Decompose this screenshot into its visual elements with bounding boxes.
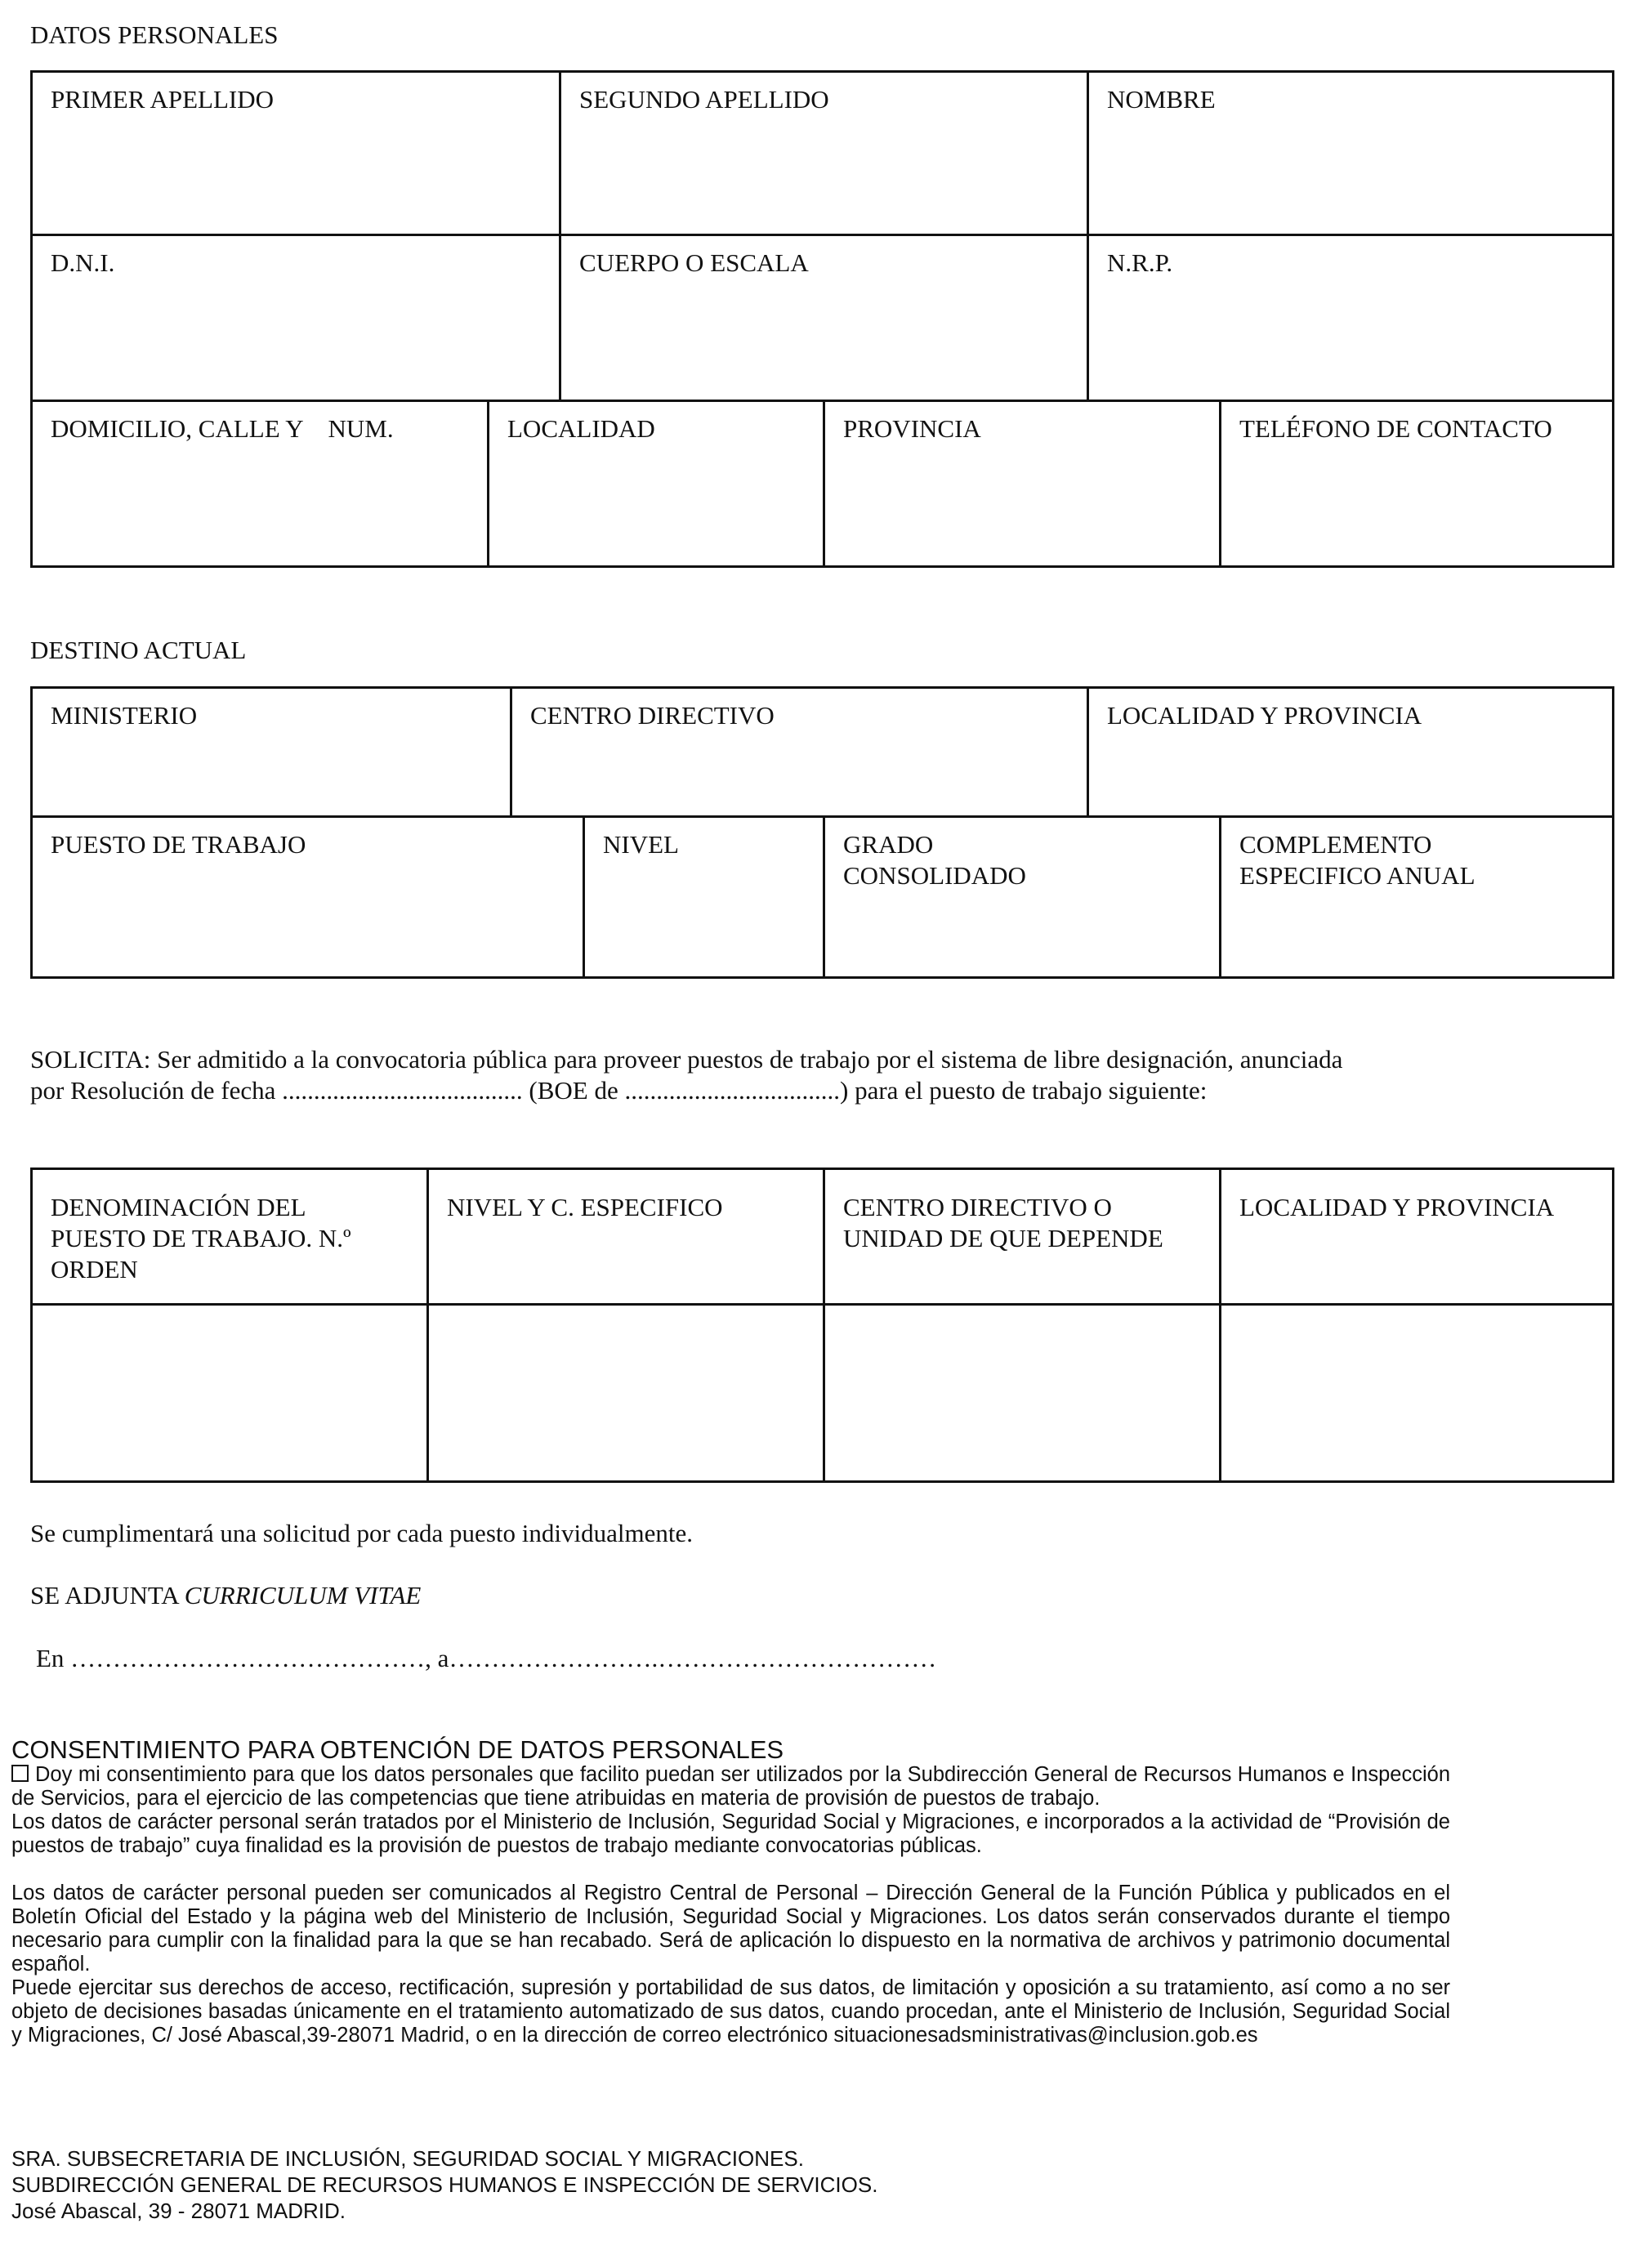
adjunta-prefix: SE ADJUNTA [30, 1581, 185, 1609]
input-centro-directivo[interactable] [825, 1306, 1221, 1480]
consent-checkbox-text: Doy mi consentimiento para que los datos personales que facilito puedan ser utilizados por la Subdirección General de Recursos Humanos e Inspección de Servicios, para el ejercicio de las competencias que tiene atribuidas en materia de provisión de puestos de trabajo. [11, 1763, 1450, 1810]
datos-personales-table [30, 70, 1614, 568]
field-label: MINISTERIO [51, 701, 198, 730]
field-puesto-trabajo[interactable] [33, 818, 585, 976]
field-label: LOCALIDAD Y PROVINCIA [1107, 701, 1422, 730]
field-nivel[interactable] [585, 818, 825, 976]
field-label: PUESTO DE TRABAJO [51, 830, 306, 859]
header-label: LOCALIDAD Y PROVINCIA [1239, 1193, 1555, 1221]
consent-checkbox[interactable] [11, 1765, 29, 1782]
place-date-line[interactable]: En ……………………………………, a…………………….…………………………… [36, 1644, 937, 1672]
consent-paragraph-3: Puede ejercitar sus derechos de acceso, rectificación, supresión y portabilidad de sus datos, de limitación y oposición a su tratamiento, así como a no ser objeto de decisiones basadas únicamente en el tratamiento automatizado de sus datos, cuando procedan, ante el Ministerio de Inclusión, Seguridad Social y Migraciones, C/ José Abascal,39-28071 Madrid, o en la dirección de correo electrónico situacionesadsministrativas@inclusion.gob.es [11, 1976, 1450, 2047]
field-label: CENTRO DIRECTIVO [530, 701, 775, 730]
field-localidad-provincia[interactable] [1089, 689, 1612, 818]
field-provincia[interactable] [825, 402, 1221, 565]
field-ministerio[interactable] [33, 689, 512, 818]
header-label: NIVEL Y C. ESPECIFICO [447, 1193, 723, 1221]
field-label: N.R.P. [1107, 248, 1173, 277]
solicita-line-1: SOLICITA: Ser admitido a la convocatoria pública para proveer puestos de trabajo por el sistema de libre designación, anunciada [30, 1045, 1343, 1074]
input-denominacion[interactable] [33, 1306, 429, 1480]
adjunta-note [30, 1580, 421, 1611]
individual-note: Se cumplimentará una solicitud por cada puesto individualmente. [30, 1519, 693, 1547]
address-line-1: SRA. SUBSECRETARIA DE INCLUSIÓN, SEGURIDAD SOCIAL Y MIGRACIONES. [11, 2146, 804, 2171]
field-complemento-especifico[interactable] [1221, 818, 1612, 976]
header-localidad-provincia [1221, 1170, 1612, 1306]
field-label: LOCALIDAD [507, 414, 655, 443]
input-localidad-provincia[interactable] [1221, 1306, 1612, 1480]
field-grado-consolidado[interactable] [825, 818, 1221, 976]
header-label: DENOMINACIÓN DEL PUESTO DE TRABAJO. N.º ORDEN [51, 1193, 351, 1284]
field-nombre[interactable] [1089, 73, 1612, 236]
consent-title: CONSENTIMIENTO PARA OBTENCIÓN DE DATOS PERSONALES [11, 1735, 784, 1764]
header-nivel-c-especifico [429, 1170, 825, 1306]
destino-actual-title: DESTINO ACTUAL [30, 636, 247, 664]
input-nivel-c-especifico[interactable] [429, 1306, 825, 1480]
field-label: TELÉFONO DE CONTACTO [1239, 414, 1552, 443]
header-label: CENTRO DIRECTIVO O UNIDAD DE QUE DEPENDE [843, 1193, 1163, 1252]
field-label: GRADO CONSOLIDADO [843, 830, 1026, 890]
puesto-solicitado-table [30, 1167, 1614, 1483]
destino-actual-table [30, 686, 1614, 979]
field-cuerpo-escala[interactable] [561, 236, 1089, 402]
field-label: COMPLEMENTO ESPECIFICO ANUAL [1239, 830, 1476, 890]
header-centro-directivo [825, 1170, 1221, 1306]
header-denominacion [33, 1170, 429, 1306]
field-label: DOMICILIO, CALLE Y NUM. [51, 414, 394, 443]
field-centro-directivo[interactable] [512, 689, 1089, 818]
consent-body [11, 1763, 1450, 2047]
address-line-3: José Abascal, 39 - 28071 MADRID. [11, 2199, 346, 2223]
datos-personales-title: DATOS PERSONALES [30, 20, 279, 49]
field-label: D.N.I. [51, 248, 115, 277]
solicita-line-2: por Resolución de fecha ...................................... (BOE de ..................................) para el puesto de trabajo siguiente: [30, 1076, 1208, 1105]
field-label: PROVINCIA [843, 414, 981, 443]
field-label: CUERPO O ESCALA [579, 248, 809, 277]
field-label: NIVEL [603, 830, 679, 859]
address-line-2: SUBDIRECCIÓN GENERAL DE RECURSOS HUMANOS E INSPECCIÓN DE SERVICIOS. [11, 2172, 878, 2197]
consent-paragraph-2: Los datos de carácter personal pueden ser comunicados al Registro Central de Personal – Dirección General de la Función Pública y publicados en el Boletín Oficial del Estado y la página web del Ministerio de Inclusión, Seguridad Social y Migraciones. Los datos serán conservados durante el tiempo necesario para cumplir con la finalidad para la que se han recabado. Será de aplicación lo dispuesto en la normativa de archivos y patrimonio documental español. [11, 1882, 1450, 1976]
field-telefono[interactable] [1221, 402, 1612, 565]
field-domicilio[interactable] [33, 402, 489, 565]
consent-paragraph-1: Los datos de carácter personal serán tratados por el Ministerio de Inclusión, Seguridad Social y Migraciones, e incorporados a la actividad de “Provisión de puestos de trabajo” cuya finalidad es la provisión de puestos de trabajo mediante convocatorias públicas. [11, 1810, 1450, 1857]
field-primer-apellido[interactable] [33, 73, 561, 236]
adjunta-cv: CURRICULUM VITAE [184, 1581, 422, 1609]
field-label: SEGUNDO APELLIDO [579, 85, 829, 114]
field-segundo-apellido[interactable] [561, 73, 1089, 236]
field-label: NOMBRE [1107, 85, 1216, 114]
field-nrp[interactable] [1089, 236, 1612, 402]
field-dni[interactable] [33, 236, 561, 402]
field-localidad[interactable] [489, 402, 825, 565]
field-label: PRIMER APELLIDO [51, 85, 274, 114]
